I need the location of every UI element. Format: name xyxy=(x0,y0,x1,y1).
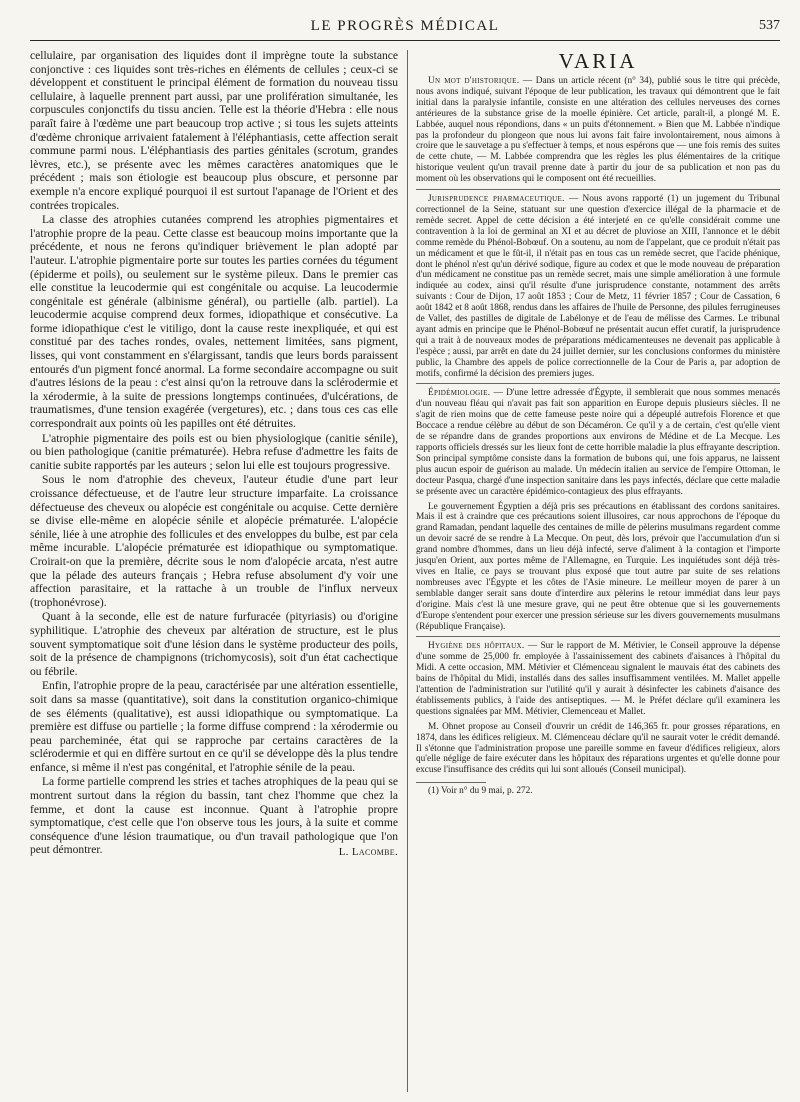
paragraph: cellulaire, par organisation des liquides dont il imprègne toute la substance conjonctive : ces liquides sont très-riches en éléments de cellules ; ceux-ci se développent et constituent le principal élément de formation du nouveau tissu cellulaire, à laquelle prennent part aussi, par une prolifération simultanée, les corpuscules conjonctifs du tissu ancien. Telle est la théorie d'Hebra : elle nous paraît faire à l'œdème une part beaucoup trop active ; si tous les sujets atteints d'œdème chronique arrivaient fatalement à l'éléphantiasis, cette affection serait commune parmi nous. L'éléphantiasis des parties génitales (scrotum, grandes lèvres, etc.), se présente avec les mêmes caractères anatomiques que le précédent ; mais son étiologie est beaucoup plus obscure, et personne par exemple n'a encore expliqué pourquoi il est surtout l'apanage de l'Orient et des contrées tropicales. xyxy=(30,50,398,212)
news-item xyxy=(416,383,780,497)
paragraph: Quant à la seconde, elle est de nature furfuracée (pityriasis) ou d'origine syphilitique. L'atrophie des cheveux par altération de structure, est le plus souvent symptomatique soit d'une lésion dans le système producteur des poils, soit de la présence de champignons (trichomycosis), soit d'un état cachectique ou fébrile. xyxy=(30,611,398,678)
item-heading: Un mot d'historique. xyxy=(428,76,520,86)
news-item xyxy=(416,636,780,717)
footnote: (1) Voir n° du 9 mai, p. 272. xyxy=(428,786,533,797)
news-item xyxy=(416,189,780,379)
item-text: M. Ohnet propose au Conseil d'ouvrir un crédit de 146,365 fr. pour grosses réparations, en 1874, dans les édifices religieux. M. Clémenceau déclare qu'il ne saurait voter le crédit demandé. Il s'étonne que l'administration propose une pareille somme en faveur d'édifices religieux, alors qu'elle néglige de faire exécuter dans les hôpitaux des réparations urgentes et qu'elle donne pour excuse l'insuffisance des crédits qui lui sont alloués (Conseil municipal). xyxy=(416,721,780,776)
right-column xyxy=(416,50,780,801)
footnote-rule xyxy=(416,782,486,783)
section-title: VARIA xyxy=(558,49,638,73)
paragraph: L'atrophie pigmentaire des poils est ou bien physiologique (canitie sénile), ou bien pathologique (canitie prématurée). Hebra refuse d'admettre les faits de canitie subite rapportés par les auteurs ; selon lui elle est toujours progressive. xyxy=(30,432,398,472)
paragraph: Sous le nom d'atrophie des cheveux, l'auteur étudie d'une part leur croissance défectueuse, et de l'autre leur structure imparfaite. La croissance défectueuse des cheveux ou alopécie est congénitale ou acquise. Cette dernière se divise elle-même en alopécie sénile et alopécie prématurée. L'alopécie sénile, liée à une atrophie des follicules et des enveloppes du bulbe, est par cela même incurable. L'alopécie prématurée est idiopathique ou symptomatique. Croirait-on que la première, décrite sous le nom d'alopécie arcata, n'est autre que la pélade des auteurs français ; Hebra refuse absolument d'y voir une affection parasitaire, et la rattache à un trouble de l'influx nerveux (trophonévrose). xyxy=(30,474,398,609)
item-text: — Sur le rapport de M. Métivier, le Conseil approuve la dépense d'une somme de 25,000 fr. employée à l'assainissement des cabinets d'aisances à l'hôpital du Midi. A cette occasion, MM. Métivier et Clémenceau signalent le mauvais état des cabinets des bains de l'hôpital du Midi, installés dans des salles insuffisamment ventilées. M. Mallet appelle l'attention de l'administration sur l'utilité qu'il y aurait à désinfecter les cabinets d'aisance des établissements publics, à l'aide des antiseptiques. — M. le Préfet déclare qu'il examinera les questions signalées par MM. Métivier, Clemenceau et Mallet. xyxy=(416,641,780,717)
item-heading: Jurisprudence pharmaceutique. xyxy=(428,194,565,205)
item-text: — Dans un article récent (n° 34), publié sous le titre qui précède, nous avons indiqué, suivant l'époque de leur publication, les travaux qui démontrent que le fait initial dans la paralysie infantile, consiste en une altération des cellules nerveuses des cornes antérieures de la substance grise de la moelle épinière. Cet article, paraît-il, a plongé M. E. Labbée, auquel nous répondions, dans « un puits d'étonnement. » Bien que M. Labbée n'indique pas la profondeur du plongeon que nous lui avons fait faire involontairement, nous aimons à croire que le sauvetage a pu s'effectuer à temps, et nous espérons que — une fois remis des suites de cette chute, — M. Labbée comprendra que les règles les plus élémentaires de la critique historique veulent qu'un travail prenne date à partir du jour de sa publication et non pas du moment où les observations qui le composent ont été recueillies. xyxy=(416,76,780,185)
running-title: LE PROGRÈS MÉDICAL xyxy=(310,18,500,34)
paragraph: La forme partielle comprend les stries et taches atrophiques de la peau qui se montrent surtout dans la région du bassin, tant chez l'homme que chez la femme, et dont la cause est inconnue. Quant à l'atrophie propre symptomatique, c'est celle que l'on observe tous les jours, à la suite et comme conséquence d'une lésion traumatique, ou d'un travail pathologique que l'on peut démontrer. xyxy=(30,776,398,857)
news-item xyxy=(416,76,780,185)
item-heading: Hygiène des hôpitaux. xyxy=(428,641,525,652)
journal-page xyxy=(30,14,780,1092)
column-divider xyxy=(407,50,408,1092)
page-number: 537 xyxy=(759,18,780,33)
paragraph: Enfin, l'atrophie propre de la peau, caractérisée par une altération essentielle, soit dans sa masse (quantitative), soit dans la constitution organico-chimique de ses éléments (qualitative), est aussi idiopathique ou symptomatique. La première est diffuse ou partielle ; la forme diffuse comprend : la xérodermie ou peau parcheminée, état qui se rapproche par certains caractères de la sclérodermie et qui en diffère surtout en ce qu'il se développe dès la plus tendre enfance, si même il n'est pas congénital, et l'atrophie sénile de la peau. xyxy=(30,680,398,774)
item-text: — D'une lettre adressée d'Égypte, il semblerait que nous sommes menacés d'un nouveau fléau qui n'avait pas fait son apparition en Europe depuis plusieurs siècles. Il ne s'agit de rien moins que de cette fameuse peste noire qui a dépeuplé autrefois Florence et que Boccace a rendue célèbre au début de son Décaméron. Ce qu'il y a de certain, c'est qu'elle vient de se répandre dans de grandes proportions aux environs de Médine et de La Mecque. Les rapports officiels dressés sur les lieux font de cette horrible maladie la plus effrayante description. Son principal symptôme consiste dans la formation de bubons qui, une fois apparus, ne laissent plus aucun espoir de guérison au malade. Un médecin italien au service de l'empire Ottoman, le docteur Pasqua, chargé d'une inspection sanitaire dans les pays infectés, déclare que cette maladie se présente avec un caractère épidémico-contagieux des plus effrayants. xyxy=(416,388,780,497)
news-item-continued xyxy=(416,502,780,633)
left-column xyxy=(30,50,398,858)
news-item-continued xyxy=(416,722,780,777)
two-column-body xyxy=(30,50,780,1092)
paragraph: La classe des atrophies cutanées comprend les atrophies pigmentaires et l'atrophie propre de la peau. Cette classe est beaucoup moins importante que la précédente, et nous ne ferons qu'indiquer brièvement le plan adopté par l'auteur. L'atrophie pigmentaire porte sur toutes les parties cornées du tégument (épiderme et poils), ou seulement sur le système pileux. Dans le premier cas elle constitue la leucodermie qui est congénitale ou acquise. La leucodermie congénitale est générale (albinisme général), ou partielle (alb. partiel). La leucodermie acquise comprend deux formes, idiopathique et consécutive. La forme idiopathique c'est le vitiligo, dont la cause reste inexpliquée, et qui est constitué par des taches rondes, ovales, nettement limitées, sans pigment, lisses, qui vont constamment en s'élargissant, tandis que leurs bords paraissent entourés d'un pigment foncé anormal. La forme secondaire accompagne ou suit d'autres lésions de la peau : c'est ainsi qu'on la retrouve dans la sclérodermie et la xérodermie, à la suite de pressions longtemps continuées, d'ulcérations, de traumatismes, d'une tension exagérée (vergetures), etc. ; dans tous ces cas elle correspondrait aux points où les papilles ont été détruites. xyxy=(30,214,398,431)
author-signature: L. Lacombe. xyxy=(338,846,398,859)
item-text: Le gouvernement Égyptien a déjà pris ses précautions en établissant des cordons sanitaires. Mais il est à craindre que ces précautions soient illusoires, car nous approchons de l'époque du grand Ramadan, pendant laquelle des centaines de mille de pèlerins musulmans regardent comme un devoir sacré de se rendre à La Mecque. On peut, dès lors, prévoir que l'accumulation d'un si grand nombre d'hommes, dans un lieu déjà infecté, serve d'aliment à la contagion et l'importe jusqu'en Orient, aux portes même de l'Allemagne, en Turquie. Les inquiétudes sont déjà très-vives en Italie, ce pays se trouvant plus exposé que tout autre par suite de ses relations nombreuses avec l'Égypte et les côtes de l'Asie mineure. Le meilleur moyen de parer à un semblable danger serait sans doute d'interdire aux pèlerins le retour immédiat dans leur pays d'origine. Mais c'est là une mesure grave, qui ne peut être obtenue que si les gouvernements d'Europe s'entendent pour exercer une pression sérieuse sur les divers gouvernements musulmans (République Française). xyxy=(416,501,780,632)
item-text: — Nous avons rapporté (1) un jugement du Tribunal correctionnel de la Seine, statuant sur une question d'exercice illégal de la pharmacie et de remède secret. Appel de cette décision a été interjeté en ce qu'elle considérait comme une contravention à la loi de germinal an XI et au décret de pluviose an XIII, l'annonce et le débit comme remède du Phénol-Bobœuf. On a soutenu, au nom de l'appelant, que ce produit n'était pas un médicament et que le fût-il, il n'était pas en tous cas un remède secret, que l'acide phénique, dont le phénol n'est qu'un dérivé sodique, figure au codex et que le mode nouveau de préparation d'un médicament ne constitue pas un remède secret, mais une simple amélioration à une formule indiquée au codex, ainsi qu'il résulte d'une jurisprudence constante, notamment des arrêts suivants : Cour de Dijon, 17 août 1853 ; Cour de Metz, 11 février 1857 ; Cour de Cassation, 6 août 1842 et 8 août 1868, rendus dans les affaires de l'huile de Personne, des pilules ferrugineuses de Vallet, des pastilles de digitale de Labélonye et de l'eau de mélisse des Carmes. Le tribunal ayant admis en principe que le Phénol-Bobœuf ne présentait aucun effet curatif, la jurisprudence qui a trait à de nouveaux modes de préparations médicamenteuses ne devenait pas applicable à l'espèce ; aussi, par arrêt en date du 24 juillet dernier, sur les conclusions conformes du ministère public, la Chambre des appels de police correctionnelle de la Cour de Paris a, par adoption de motifs, confirmé la décision des premiers juges. xyxy=(416,194,781,379)
page-header xyxy=(30,14,780,41)
item-heading: Épidémiologie. xyxy=(428,388,491,399)
